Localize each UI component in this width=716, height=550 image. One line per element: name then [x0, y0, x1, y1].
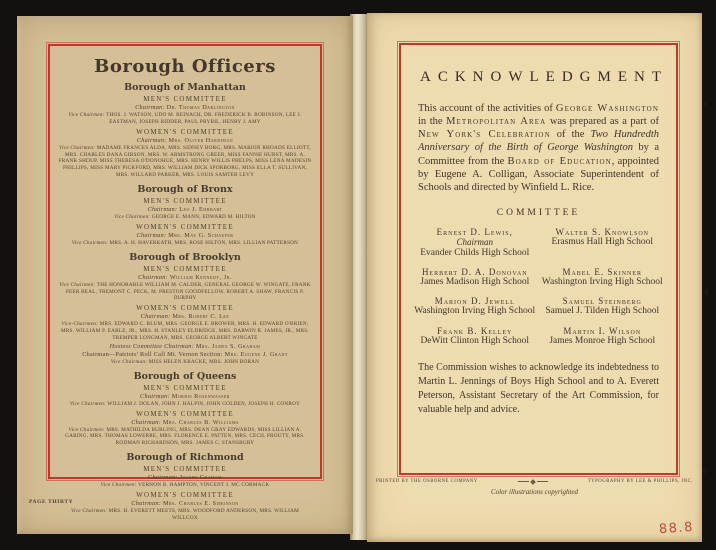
member-school: Samuel J. Tilden High School: [545, 306, 660, 317]
vice-label: Vice Chairmen:: [59, 144, 96, 151]
page-edge-speck: [702, 468, 707, 474]
vice-label: Vice Chairman:: [110, 358, 148, 365]
chairman-line: [55, 206, 315, 213]
committee-member: [541, 296, 665, 317]
chairman-name: Mrs. Robert C. Lee: [172, 313, 230, 321]
chairman-label: Chairman:: [131, 418, 162, 426]
patriots-roll-call-line: [55, 351, 315, 358]
borough-heading: Borough of Brooklyn: [129, 251, 241, 263]
intro-text: , appointed by Eugene A. Colligan, Associate Superintendent of Schools and directed by Winfield L. Rice.: [418, 155, 659, 193]
chairman-line: [55, 232, 315, 239]
chairman-name: Dr. Thomas Darlington: [166, 104, 235, 111]
chairman-label: Chairman:: [136, 231, 167, 239]
borough-section-manhattan: [55, 82, 315, 179]
member-name: Frank B. Kelley: [437, 325, 513, 336]
committee-grid: [413, 227, 664, 347]
vice-names: MRS. A. H. HAVERKATH, MRS. ROSE HILTON, MRS. LILLIAN PATTERSON: [109, 239, 299, 246]
borough-section-brooklyn: [55, 252, 315, 366]
page-edge-speck: [704, 289, 709, 295]
member-school: DeWitt Clinton High School: [420, 335, 530, 346]
vice-names: MRS. EDWARD C. BLUM, MRS. GEORGE E. BROWER, MRS. H. EDWARD O'BRIEN, MRS. WILLIAM P. EARLE, JR., MRS. H. STANLEY ELDRIDGE, MRS. DARWIN R. JAMES, JR., MRS. TREMPER LONGMAN, MRS. GEORGE ALBERT WINGATE: [61, 321, 309, 342]
vice-chairmen-line: [58, 508, 313, 522]
chairman-name: Mrs. May G. Schaefer: [168, 231, 234, 239]
patriots-label: Chairman—Patriots' Roll Call Mt. Vernon Section:: [82, 350, 223, 358]
womens-committee-heading: WOMEN'S COMMITTEE: [136, 127, 234, 136]
member-role: Chairman: [456, 236, 493, 247]
vice-chairmen-line: [58, 427, 313, 448]
copyright-note: Color illustrations copyrighted: [490, 488, 579, 496]
member-school: Washington Irving High School: [414, 306, 536, 317]
chairman-label: Chairman:: [147, 206, 178, 214]
committee-member: [541, 227, 665, 259]
borough-section-richmond: [55, 452, 315, 522]
mens-committee-heading: MEN'S COMMITTEE: [143, 197, 227, 206]
hostess-label: Hostess Committee Chairman:: [109, 342, 195, 350]
chairman-line: [55, 474, 315, 481]
borough-heading: Borough of Manhattan: [124, 82, 246, 93]
vice-names: WILLIAM J. DOLAN, JOHN J. HALPIN, JOHN GOLDEN, JOSEPH H. CONROY: [107, 400, 301, 407]
vice-label: Vice Chairmen:: [100, 482, 137, 489]
chairman-line: [55, 313, 315, 320]
borough-section-bronx: [55, 184, 315, 247]
chairman-label: Chairman:: [131, 500, 162, 508]
intro-text: This account of the activities of: [418, 103, 556, 114]
chairman-name: William Kennedy, Jr.: [169, 273, 232, 281]
chairman-line: [55, 393, 315, 400]
member-school: James Madison High School: [420, 277, 530, 288]
chairman-line: [55, 104, 315, 111]
committee-heading: COMMITTEE: [496, 207, 581, 218]
closing-paragraph: The Commission wishes to acknowledge its indebtedness to Martin L. Jennings of Boys High School and to A. Everett Peterson, Assistant Secretary of the Art Commission, for valuable help and advice.: [418, 362, 659, 416]
member-name: Martin I. Wilson: [563, 325, 642, 336]
womens-committee-heading: WOMEN'S COMMITTEE: [136, 491, 234, 500]
committee-member: [541, 267, 665, 288]
womens-committee-heading: WOMEN'S COMMITTEE: [136, 304, 234, 313]
chairman-name: Morris Rosenwasser: [171, 392, 230, 400]
borough-heading: Borough of Bronx: [137, 184, 233, 196]
ornament-icon: [518, 480, 548, 484]
committee-member: [413, 326, 537, 347]
womens-committee-heading: WOMEN'S COMMITTEE: [136, 409, 234, 418]
right-page-content: [401, 45, 676, 473]
committee-member: [413, 227, 537, 259]
vice-chairmen-line: [58, 401, 313, 408]
vice-names: MRS. H. EVERETT MEETS, MRS. WOODFORD ANDERSON, MRS. WILLIAM WILLCOX: [108, 508, 299, 521]
chairman-label: Chairman:: [140, 313, 171, 321]
vice-label: Vice Chairmen:: [71, 508, 108, 515]
page-number: PAGE THIRTY: [29, 499, 74, 505]
intro-text: was prepared as a part of: [546, 116, 659, 128]
chairman-name: Mrs. Charles B. Williams: [162, 418, 239, 426]
member-name: Ernest D. Lewis,: [436, 226, 513, 237]
vice-chairmen-line: [58, 214, 313, 221]
chairman-label: Chairman:: [135, 104, 165, 111]
member-name: Mabel E. Skinner: [562, 267, 643, 278]
page-title: Borough Officers: [94, 56, 276, 77]
vice-chairman-line: [58, 359, 313, 366]
typography-credit: TYPOGRAPHY BY LEE & PHILLIPS, INC.: [587, 479, 693, 484]
member-school: Erasmus Hall High School: [551, 236, 654, 247]
mens-committee-heading: MEN'S COMMITTEE: [143, 95, 227, 103]
chairman-line: [55, 274, 315, 281]
mens-committee-heading: MEN'S COMMITTEE: [143, 465, 227, 474]
chairman-label: Chairman:: [147, 474, 178, 482]
borough-section-queens: [55, 371, 315, 447]
hostess-name: Mrs. James S. Graham: [195, 342, 261, 350]
vice-chairmen-line: [58, 240, 313, 247]
committee-member: [541, 326, 665, 347]
vice-chairmen-line: [58, 112, 313, 126]
vice-label: Vice Chairmen:: [114, 214, 151, 221]
womens-committee-heading: WOMEN'S COMMITTEE: [136, 222, 234, 231]
committee-member: [413, 267, 537, 288]
vice-names: MADAME FRANCES ALDA, MRS. SIDNEY BORG, MRS. MARION RHOADS ELLIOTT, MRS. CHARLES DANA GIBSON, MRS. W. ARMSTRONG GREER, MISS FANNIE HURST, MRS. A. FRANK SHOUP, MISS THERESA O'DONOHUE, MRS. HENRY WILLIS PHELPS, MISS LENA MADESIN PHILLIPS, MISS MARY PICKFORD, MRS. WILLIAM DICK SPORBORG, MISS ELLA T. SULLIVAN, MRS. WILLARD PARKER, MRS. LOUIS SAMTER LEVY: [58, 144, 312, 179]
vice-names: THOS. J. WATSON, UDO M. REINACH, DR. FREDERICK B. ROBINSON, LEE J. EASTMAN, JOSEPH RIDDER, PAUL PRYBIL, HENRY J. AMY: [106, 112, 302, 125]
mens-committee-heading: MEN'S COMMITTEE: [143, 383, 227, 392]
intro-smallcaps: New York's Celebration: [418, 129, 551, 141]
vice-chairmen-line: [58, 482, 313, 489]
intro-text: of the: [550, 129, 591, 141]
intro-italic: Two Hundredth Anniversary of the Birth of George Washington: [418, 129, 660, 154]
vice-label: Vice Chairmen:: [69, 400, 106, 407]
committee-member: [413, 296, 537, 317]
chairman-name: Joseph Graham: [179, 474, 223, 482]
acknowledgment-paragraph: [418, 102, 659, 194]
vice-chairmen-line: [58, 145, 313, 179]
borough-heading: Borough of Queens: [133, 370, 237, 382]
intro-smallcaps: Board of Education: [507, 155, 612, 167]
chairman-label: Chairman:: [140, 392, 170, 400]
chairman-label: Chairman:: [138, 273, 168, 281]
vice-label: Vice Chairmen:: [68, 112, 105, 118]
member-name: Marion D. Jewell: [434, 296, 515, 307]
handwritten-catalog-mark: 88.8: [658, 519, 695, 538]
hostess-committee-line: [55, 343, 315, 350]
chairman-line: [55, 419, 315, 426]
chairman-line: [55, 500, 315, 507]
vice-chairmen-line: [58, 321, 313, 342]
member-name: Herbert D. A. Donovan: [421, 267, 528, 278]
vice-label: Vice-Chairmen:: [61, 321, 99, 328]
chairman-label: Chairman:: [136, 136, 167, 144]
chairman-name: Mrs. Oliver Harriman: [168, 136, 234, 144]
vice-label: Vice Chairmen:: [68, 426, 105, 433]
intro-smallcaps: George Washington: [555, 103, 659, 114]
member-name: Samuel Steinberg: [562, 296, 642, 307]
vice-label: Vice Chairmen:: [59, 281, 96, 288]
right-page: [367, 13, 702, 542]
vice-names: THE HONORABLE WILLIAM M. CALDER, GENERAL GEORGE W. WINGATE, FRANK PEER BEAL, TREMONT C. PECK, M. PRESTON GOODFELLOW, ROBERT A. SHAW, FRANCIS P. DURPHY: [65, 281, 311, 302]
vice-names: GEORGE E. MANN, EDWARD M. HILTON: [151, 214, 256, 221]
mens-committee-heading: MEN'S COMMITTEE: [143, 264, 227, 273]
intro-text: by a Committee from the: [418, 142, 659, 167]
member-school: James Monroe High School: [549, 335, 656, 346]
right-red-border: [397, 41, 680, 477]
vice-names: MISS HELEN KRACKE, MRS. JOHN BORAN: [148, 358, 260, 365]
member-school: Evander Childs High School: [420, 247, 530, 258]
printer-credit: PRINTED BY THE OSBORNE COMPANY: [376, 479, 478, 484]
borough-heading: Borough of Richmond: [126, 452, 244, 464]
imprint-row: [376, 479, 693, 484]
page-edge-speck: [703, 101, 708, 107]
chairman-name: Mrs. Charles E. Simonson: [163, 500, 239, 508]
acknowledgment-title: ACKNOWLEDGMENT: [420, 69, 668, 85]
left-page: [17, 16, 353, 534]
chairman-line: [55, 137, 315, 144]
patriots-name: Mrs. Eugene J. Grant: [224, 350, 288, 358]
member-school: Washington Irving High School: [541, 277, 663, 288]
vice-names: VERNON B. HAMPTON, VINCENT J. MC CORMACK: [138, 482, 270, 489]
vice-label: Vice Chairmen:: [71, 239, 108, 246]
member-name: Walter S. Knowlson: [555, 226, 650, 237]
chairman-name: Leo J. Ehrhart: [179, 206, 223, 214]
vice-chairmen-line: [58, 282, 313, 303]
intro-smallcaps: Metropolitan Area: [446, 116, 547, 128]
vice-names: MRS. MATHILDA BURLING, MRS. DEAN GRAY EDWARDS, MISS LILLIAN A. GARING, MRS. THOMAS LOWERRE, MRS. FLORENCE E. PATTEN, MRS. CECIL PROUTY, MRS. RODMAN RICHARDSON, MRS. JAMES C. STANSBURY: [65, 426, 305, 447]
intro-text: in the: [418, 116, 447, 128]
